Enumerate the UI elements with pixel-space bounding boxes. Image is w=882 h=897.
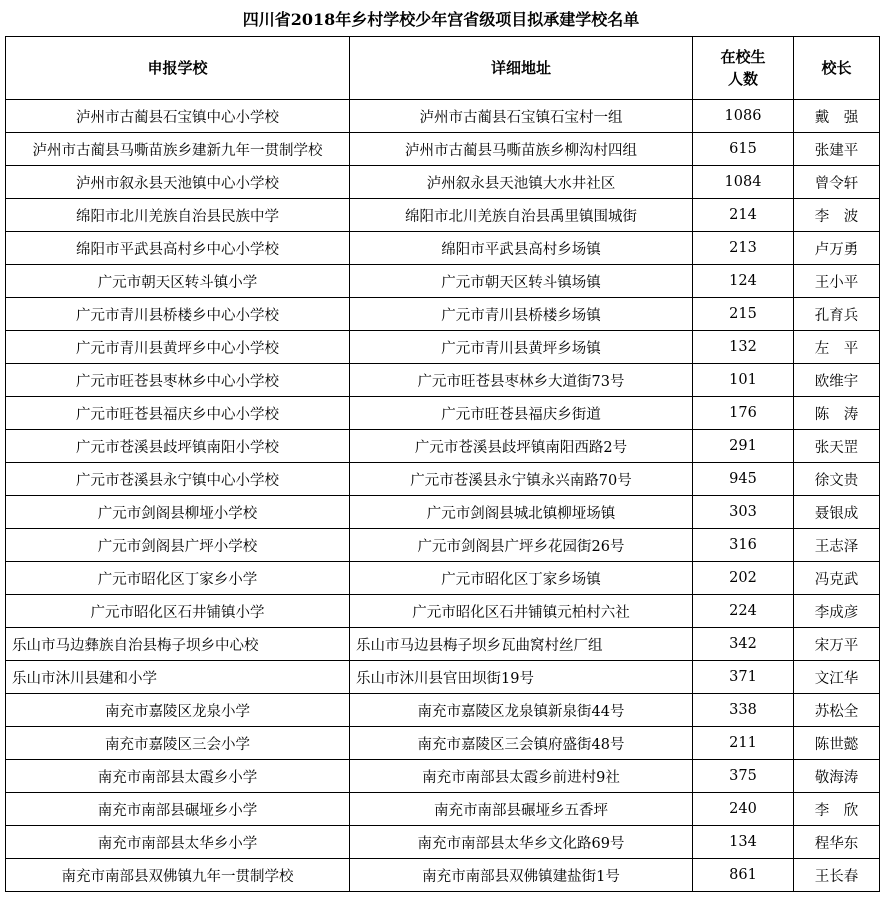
table-body	[6, 100, 880, 892]
principal-cell: 王志泽	[794, 529, 880, 562]
table-row	[6, 793, 880, 826]
address-cell: 乐山市马边县梅子坝乡瓦曲窝村丝厂组	[350, 628, 693, 661]
school-cell: 泸州市古蔺县石宝镇中心小学校	[6, 100, 350, 133]
students-cell: 211	[693, 727, 794, 760]
address-cell: 广元市昭化区石井铺镇元柏村六社	[350, 595, 693, 628]
students-cell: 214	[693, 199, 794, 232]
principal-cell: 曾令轩	[794, 166, 880, 199]
principal-cell: 孔育兵	[794, 298, 880, 331]
address-cell: 广元市苍溪县永宁镇永兴南路70号	[350, 463, 693, 496]
school-cell: 广元市剑阁县广坪小学校	[6, 529, 350, 562]
address-cell: 绵阳市北川羌族自治县禹里镇围城街	[350, 199, 693, 232]
principal-cell: 李 欣	[794, 793, 880, 826]
principal-cell: 苏松全	[794, 694, 880, 727]
address-cell: 广元市青川县桥楼乡场镇	[350, 298, 693, 331]
principal-cell: 聂银成	[794, 496, 880, 529]
students-cell: 371	[693, 661, 794, 694]
address-cell: 广元市旺苍县枣林乡大道街73号	[350, 364, 693, 397]
principal-cell: 李 波	[794, 199, 880, 232]
table-row	[6, 496, 880, 529]
students-cell: 134	[693, 826, 794, 859]
table-row	[6, 331, 880, 364]
principal-cell: 张天罡	[794, 430, 880, 463]
address-cell: 广元市苍溪县歧坪镇南阳西路2号	[350, 430, 693, 463]
principal-cell: 文江华	[794, 661, 880, 694]
table-row	[6, 694, 880, 727]
table-row	[6, 826, 880, 859]
table-row	[6, 595, 880, 628]
table-row	[6, 364, 880, 397]
school-cell: 乐山市沐川县建和小学	[6, 661, 350, 694]
school-cell: 乐山市马边彝族自治县梅子坝乡中心校	[6, 628, 350, 661]
students-cell: 375	[693, 760, 794, 793]
school-cell: 绵阳市平武县高村乡中心小学校	[6, 232, 350, 265]
students-cell: 132	[693, 331, 794, 364]
header-students	[693, 37, 794, 100]
address-cell: 广元市朝天区转斗镇场镇	[350, 265, 693, 298]
principal-cell: 程华东	[794, 826, 880, 859]
school-cell: 南充市南部县碾垭乡小学	[6, 793, 350, 826]
table-row	[6, 760, 880, 793]
address-cell: 广元市剑阁县广坪乡花园街26号	[350, 529, 693, 562]
school-cell: 广元市青川县黄坪乡中心小学校	[6, 331, 350, 364]
address-cell: 南充市南部县太霞乡前进村9社	[350, 760, 693, 793]
school-cell: 泸州市古蔺县马嘶苗族乡建新九年一贯制学校	[6, 133, 350, 166]
address-cell: 绵阳市平武县高村乡场镇	[350, 232, 693, 265]
principal-cell: 左 平	[794, 331, 880, 364]
students-cell: 213	[693, 232, 794, 265]
principal-cell: 陈 涛	[794, 397, 880, 430]
students-cell: 615	[693, 133, 794, 166]
school-cell: 南充市嘉陵区龙泉小学	[6, 694, 350, 727]
students-cell: 861	[693, 859, 794, 892]
header-address: 详细地址	[350, 37, 693, 100]
header-school: 申报学校	[6, 37, 350, 100]
students-cell: 124	[693, 265, 794, 298]
header-students-line1: 在校生	[720, 48, 766, 66]
students-cell: 1086	[693, 100, 794, 133]
students-cell: 342	[693, 628, 794, 661]
table-row	[6, 397, 880, 430]
school-cell: 广元市苍溪县歧坪镇南阳小学校	[6, 430, 350, 463]
header-students-line2: 人数	[727, 70, 758, 88]
table-row	[6, 463, 880, 496]
school-cell: 广元市苍溪县永宁镇中心小学校	[6, 463, 350, 496]
principal-cell: 冯克武	[794, 562, 880, 595]
school-cell: 广元市青川县桥楼乡中心小学校	[6, 298, 350, 331]
students-cell: 338	[693, 694, 794, 727]
school-cell: 广元市昭化区石井铺镇小学	[6, 595, 350, 628]
address-cell: 广元市青川县黄坪乡场镇	[350, 331, 693, 364]
table-row	[6, 430, 880, 463]
school-cell: 广元市旺苍县枣林乡中心小学校	[6, 364, 350, 397]
table-row	[6, 133, 880, 166]
address-cell: 广元市旺苍县福庆乡街道	[350, 397, 693, 430]
address-cell: 南充市嘉陵区龙泉镇新泉街44号	[350, 694, 693, 727]
school-cell: 泸州市叙永县天池镇中心小学校	[6, 166, 350, 199]
document-title: 四川省2018年乡村学校少年宫省级项目拟承建学校名单	[242, 10, 640, 29]
principal-cell: 敬海涛	[794, 760, 880, 793]
school-cell: 南充市南部县太霞乡小学	[6, 760, 350, 793]
table-row	[6, 661, 880, 694]
address-cell: 南充市嘉陵区三会镇府盛街48号	[350, 727, 693, 760]
address-cell: 泸州市古蔺县马嘶苗族乡柳沟村四组	[350, 133, 693, 166]
table-row	[6, 166, 880, 199]
principal-cell: 卢万勇	[794, 232, 880, 265]
address-cell: 广元市昭化区丁家乡场镇	[350, 562, 693, 595]
table-row	[6, 859, 880, 892]
principal-cell: 宋万平	[794, 628, 880, 661]
school-roster-table	[5, 36, 880, 892]
school-cell: 广元市剑阁县柳垭小学校	[6, 496, 350, 529]
students-cell: 215	[693, 298, 794, 331]
table-row	[6, 727, 880, 760]
principal-cell: 徐文贵	[794, 463, 880, 496]
table-row	[6, 628, 880, 661]
students-cell: 945	[693, 463, 794, 496]
principal-cell: 陈世懿	[794, 727, 880, 760]
principal-cell: 李成彦	[794, 595, 880, 628]
students-cell: 101	[693, 364, 794, 397]
address-cell: 泸州市古蔺县石宝镇石宝村一组	[350, 100, 693, 133]
students-cell: 224	[693, 595, 794, 628]
school-cell: 广元市昭化区丁家乡小学	[6, 562, 350, 595]
address-cell: 乐山市沐川县官田坝街19号	[350, 661, 693, 694]
address-cell: 南充市南部县太华乡文化路69号	[350, 826, 693, 859]
principal-cell: 王长春	[794, 859, 880, 892]
principal-cell: 张建平	[794, 133, 880, 166]
school-cell: 南充市南部县双佛镇九年一贯制学校	[6, 859, 350, 892]
address-cell: 泸州叙永县天池镇大水井社区	[350, 166, 693, 199]
students-cell: 291	[693, 430, 794, 463]
address-cell: 南充市南部县碾垭乡五香坪	[350, 793, 693, 826]
principal-cell: 王小平	[794, 265, 880, 298]
address-cell: 南充市南部县双佛镇建盐街1号	[350, 859, 693, 892]
table-row	[6, 562, 880, 595]
school-cell: 南充市南部县太华乡小学	[6, 826, 350, 859]
header-principal: 校长	[794, 37, 880, 100]
principal-cell: 欧维宇	[794, 364, 880, 397]
table-header-row	[6, 37, 880, 100]
table-row	[6, 232, 880, 265]
students-cell: 176	[693, 397, 794, 430]
school-cell: 广元市旺苍县福庆乡中心小学校	[6, 397, 350, 430]
table-row	[6, 100, 880, 133]
school-cell: 广元市朝天区转斗镇小学	[6, 265, 350, 298]
school-cell: 绵阳市北川羌族自治县民族中学	[6, 199, 350, 232]
students-cell: 316	[693, 529, 794, 562]
school-cell: 南充市嘉陵区三会小学	[6, 727, 350, 760]
table-row	[6, 199, 880, 232]
address-cell: 广元市剑阁县城北镇柳垭场镇	[350, 496, 693, 529]
students-cell: 240	[693, 793, 794, 826]
principal-cell: 戴 强	[794, 100, 880, 133]
table-row	[6, 529, 880, 562]
students-cell: 1084	[693, 166, 794, 199]
table-row	[6, 265, 880, 298]
students-cell: 303	[693, 496, 794, 529]
students-cell: 202	[693, 562, 794, 595]
table-row	[6, 298, 880, 331]
